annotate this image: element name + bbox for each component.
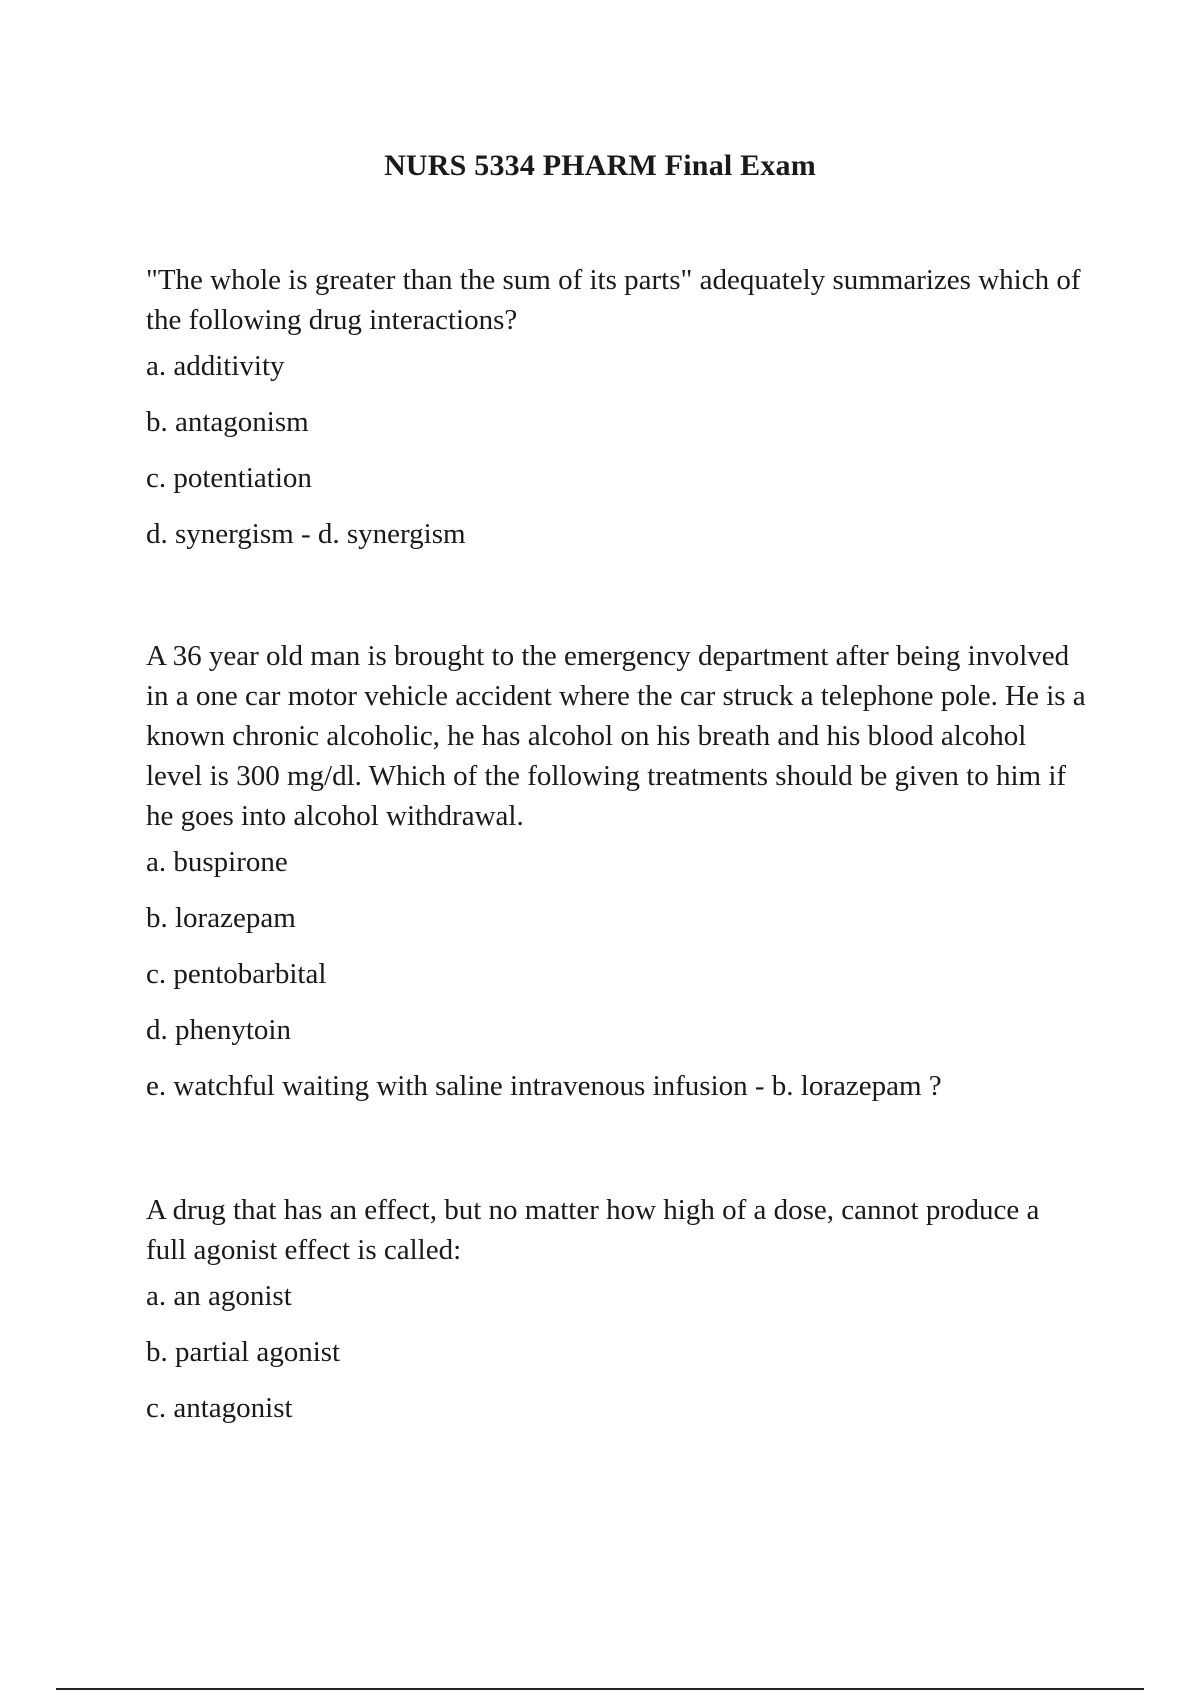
question-stem: "The whole is greater than the sum of its parts" adequately summarizes which of the following drug interactions? <box>146 264 1081 336</box>
question-block <box>146 260 1086 570</box>
answer-option: c. pentobarbital <box>146 958 327 990</box>
answer-option: a. buspirone <box>146 846 288 878</box>
answer-option: b. partial agonist <box>146 1336 341 1368</box>
question-block <box>146 1190 1086 1444</box>
question-stem: A drug that has an effect, but no matter how high of a dose, cannot produce a full agonist effect is called: <box>146 1194 1040 1266</box>
answer-option: a. additivity <box>146 350 285 382</box>
answer-option: b. lorazepam <box>146 902 296 934</box>
answer-option: e. watchful waiting with saline intravenous infusion - b. lorazepam ? <box>146 1070 942 1102</box>
question-stem: A 36 year old man is brought to the emergency department after being involved in a one car motor vehicle accident where the car struck a telephone pole. He is a known chronic alcoholic, he has alcohol on his breath and his blood alcohol level is 300 mg/dl. Which of the following treatments should be given to him if he goes into alcohol withdrawal. <box>146 640 1086 832</box>
question-block <box>146 636 1086 1122</box>
answer-option: a. an agonist <box>146 1280 292 1312</box>
answer-option: b. antagonism <box>146 406 309 438</box>
page-title: NURS 5334 PHARM Final Exam <box>384 149 816 182</box>
footer-divider <box>56 1688 1144 1690</box>
answer-option: d. phenytoin <box>146 1014 291 1046</box>
answer-option: c. antagonist <box>146 1392 293 1424</box>
answer-option: c. potentiation <box>146 462 312 494</box>
answer-option: d. synergism - d. synergism <box>146 518 466 550</box>
